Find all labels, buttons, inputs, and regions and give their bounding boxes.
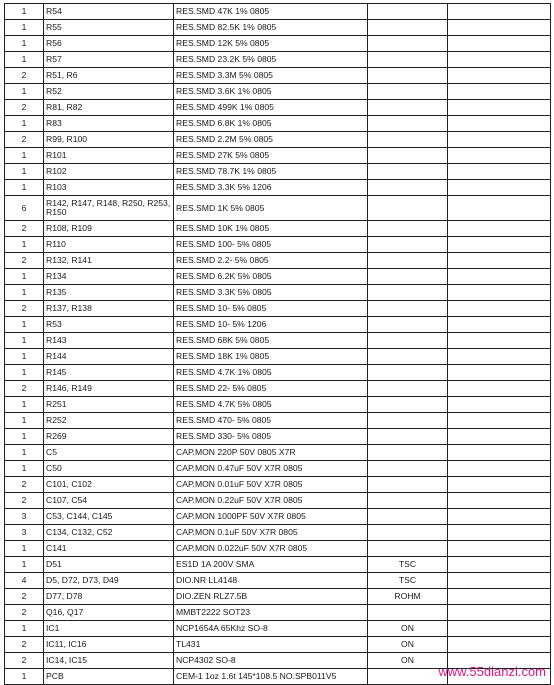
table-row	[5, 237, 551, 253]
desc-cell: RES.SMD 78.7K 1% 0805	[174, 164, 368, 180]
note-cell	[448, 333, 551, 349]
manufacturer-cell	[368, 269, 448, 285]
ref-cell: D77, D78	[44, 589, 174, 605]
ref-cell: R146, R149	[44, 381, 174, 397]
ref-cell: R252	[44, 413, 174, 429]
manufacturer-cell: ON	[368, 621, 448, 637]
qty-cell: 1	[5, 317, 44, 333]
qty-cell: 1	[5, 84, 44, 100]
ref-cell: R251	[44, 397, 174, 413]
desc-cell: CAP.MON 0.01uF 50V X7R 0805	[174, 477, 368, 493]
qty-cell: 2	[5, 637, 44, 653]
ref-cell: R110	[44, 237, 174, 253]
note-cell	[448, 365, 551, 381]
desc-cell: RES.SMD 22- 5% 0805	[174, 381, 368, 397]
ref-cell: R55	[44, 20, 174, 36]
qty-cell: 1	[5, 237, 44, 253]
table-row	[5, 4, 551, 20]
note-cell	[448, 397, 551, 413]
manufacturer-cell	[368, 605, 448, 621]
desc-cell: RES.SMD 3.3M 5% 0805	[174, 68, 368, 84]
ref-cell: R56	[44, 36, 174, 52]
desc-cell: NCP4302 SO-8	[174, 653, 368, 669]
table-row	[5, 589, 551, 605]
table-row	[5, 301, 551, 317]
note-cell	[448, 100, 551, 116]
table-row	[5, 100, 551, 116]
note-cell	[448, 4, 551, 20]
qty-cell: 1	[5, 269, 44, 285]
note-cell	[448, 116, 551, 132]
note-cell	[448, 148, 551, 164]
desc-cell: RES.SMD 3.3K 5% 1206	[174, 180, 368, 196]
qty-cell: 1	[5, 445, 44, 461]
note-cell	[448, 621, 551, 637]
table-row	[5, 269, 551, 285]
table-row	[5, 573, 551, 589]
note-cell	[448, 237, 551, 253]
desc-cell: RES.SMD 4.7K 1% 0805	[174, 365, 368, 381]
qty-cell: 1	[5, 333, 44, 349]
table-row	[5, 397, 551, 413]
manufacturer-cell	[368, 381, 448, 397]
table-row	[5, 68, 551, 84]
manufacturer-cell	[368, 493, 448, 509]
qty-cell: 1	[5, 557, 44, 573]
table-row	[5, 413, 551, 429]
qty-cell: 2	[5, 253, 44, 269]
qty-cell: 2	[5, 221, 44, 237]
manufacturer-cell	[368, 148, 448, 164]
desc-cell: CEM-1 1oz 1.6t 145*108.5 NO.SPB011V5	[174, 669, 368, 685]
manufacturer-cell	[368, 477, 448, 493]
qty-cell: 1	[5, 164, 44, 180]
table-row	[5, 20, 551, 36]
note-cell	[448, 557, 551, 573]
manufacturer-cell	[368, 132, 448, 148]
desc-cell: RES.SMD 330- 5% 0805	[174, 429, 368, 445]
table-row	[5, 461, 551, 477]
desc-cell: DIO.NR LL4148	[174, 573, 368, 589]
manufacturer-cell	[368, 100, 448, 116]
manufacturer-cell	[368, 365, 448, 381]
desc-cell: RES.SMD 47K 1% 0805	[174, 4, 368, 20]
note-cell	[448, 253, 551, 269]
note-cell	[448, 413, 551, 429]
qty-cell: 2	[5, 477, 44, 493]
qty-cell: 1	[5, 461, 44, 477]
qty-cell: 2	[5, 132, 44, 148]
ref-cell: R81, R82	[44, 100, 174, 116]
table-row	[5, 621, 551, 637]
desc-cell: MMBT2222 SOT23	[174, 605, 368, 621]
note-cell	[448, 525, 551, 541]
desc-cell: RES.SMD 10- 5% 1206	[174, 317, 368, 333]
manufacturer-cell	[368, 237, 448, 253]
watermark: www.55dianzi.com	[438, 664, 546, 679]
ref-cell: R53	[44, 317, 174, 333]
note-cell	[448, 589, 551, 605]
table-row	[5, 164, 551, 180]
note-cell	[448, 285, 551, 301]
desc-cell: RES.SMD 2.2M 5% 0805	[174, 132, 368, 148]
manufacturer-cell	[368, 285, 448, 301]
qty-cell: 1	[5, 365, 44, 381]
qty-cell: 2	[5, 68, 44, 84]
desc-cell: RES.SMD 12K 5% 0805	[174, 36, 368, 52]
ref-cell: R137, R138	[44, 301, 174, 317]
qty-cell: 1	[5, 20, 44, 36]
qty-cell: 2	[5, 653, 44, 669]
ref-cell: R135	[44, 285, 174, 301]
manufacturer-cell	[368, 317, 448, 333]
ref-cell: R54	[44, 4, 174, 20]
note-cell	[448, 52, 551, 68]
note-cell	[448, 477, 551, 493]
desc-cell: RES.SMD 68K 5% 0805	[174, 333, 368, 349]
manufacturer-cell	[368, 164, 448, 180]
manufacturer-cell: TSC	[368, 573, 448, 589]
note-cell	[448, 541, 551, 557]
qty-cell: 1	[5, 621, 44, 637]
ref-cell: R144	[44, 349, 174, 365]
ref-cell: R52	[44, 84, 174, 100]
manufacturer-cell	[368, 221, 448, 237]
desc-cell: RES.SMD 6.2K 5% 0805	[174, 269, 368, 285]
desc-cell: RES.SMD 18K 1% 0805	[174, 349, 368, 365]
qty-cell: 2	[5, 589, 44, 605]
ref-cell: R142, R147, R148, R250, R253, R150	[44, 196, 174, 221]
manufacturer-cell	[368, 397, 448, 413]
table-row	[5, 637, 551, 653]
manufacturer-cell	[368, 333, 448, 349]
note-cell	[448, 445, 551, 461]
qty-cell: 1	[5, 397, 44, 413]
manufacturer-cell	[368, 413, 448, 429]
note-cell	[448, 36, 551, 52]
ref-cell: R134	[44, 269, 174, 285]
ref-cell: R99, R100	[44, 132, 174, 148]
qty-cell: 6	[5, 196, 44, 221]
desc-cell: RES.SMD 100- 5% 0805	[174, 237, 368, 253]
qty-cell: 3	[5, 525, 44, 541]
desc-cell: RES.SMD 3.3K 5% 0805	[174, 285, 368, 301]
ref-cell: R269	[44, 429, 174, 445]
ref-cell: C5	[44, 445, 174, 461]
note-cell	[448, 605, 551, 621]
qty-cell: 2	[5, 381, 44, 397]
ref-cell: R145	[44, 365, 174, 381]
desc-cell: TL431	[174, 637, 368, 653]
manufacturer-cell	[368, 20, 448, 36]
ref-cell: R143	[44, 333, 174, 349]
desc-cell: NCP1654A 65Khz SO-8	[174, 621, 368, 637]
ref-cell: D5, D72, D73, D49	[44, 573, 174, 589]
manufacturer-cell	[368, 68, 448, 84]
desc-cell: RES.SMD 23.2K 5% 0805	[174, 52, 368, 68]
table-row	[5, 477, 551, 493]
ref-cell: IC1	[44, 621, 174, 637]
manufacturer-cell	[368, 36, 448, 52]
table-row	[5, 196, 551, 221]
manufacturer-cell	[368, 84, 448, 100]
qty-cell: 1	[5, 669, 44, 685]
manufacturer-cell	[368, 461, 448, 477]
ref-cell: C101, C102	[44, 477, 174, 493]
note-cell	[448, 269, 551, 285]
ref-cell: C107, C54	[44, 493, 174, 509]
table-row	[5, 493, 551, 509]
manufacturer-cell: TSC	[368, 557, 448, 573]
ref-cell: C50	[44, 461, 174, 477]
table-row	[5, 349, 551, 365]
note-cell	[448, 196, 551, 221]
desc-cell: RES.SMD 27K 5% 0805	[174, 148, 368, 164]
note-cell	[448, 461, 551, 477]
table-row	[5, 84, 551, 100]
desc-cell: RES.SMD 470- 5% 0805	[174, 413, 368, 429]
manufacturer-cell	[368, 180, 448, 196]
table-row	[5, 148, 551, 164]
qty-cell: 1	[5, 116, 44, 132]
ref-cell: R132, R141	[44, 253, 174, 269]
qty-cell: 1	[5, 349, 44, 365]
note-cell	[448, 429, 551, 445]
desc-cell: CAP.MON 0.22uF 50V X7R 0805	[174, 493, 368, 509]
qty-cell: 3	[5, 509, 44, 525]
desc-cell: CAP.MON 0.1uF 50V X7R 0805	[174, 525, 368, 541]
desc-cell: RES.SMD 1K 5% 0805	[174, 196, 368, 221]
qty-cell: 1	[5, 285, 44, 301]
ref-cell: C134, C132, C52	[44, 525, 174, 541]
ref-cell: R51, R6	[44, 68, 174, 84]
table-row	[5, 381, 551, 397]
qty-cell: 2	[5, 301, 44, 317]
note-cell	[448, 20, 551, 36]
qty-cell: 1	[5, 541, 44, 557]
ref-cell: IC14, IC15	[44, 653, 174, 669]
ref-cell: R103	[44, 180, 174, 196]
note-cell	[448, 349, 551, 365]
table-row	[5, 253, 551, 269]
table-row	[5, 116, 551, 132]
ref-cell: C53, C144, C145	[44, 509, 174, 525]
manufacturer-cell: ON	[368, 653, 448, 669]
manufacturer-cell	[368, 116, 448, 132]
desc-cell: CAP.MON 0.022uF 50V X7R 0805	[174, 541, 368, 557]
note-cell	[448, 493, 551, 509]
ref-cell: IC11, IC16	[44, 637, 174, 653]
table-row	[5, 445, 551, 461]
qty-cell: 1	[5, 429, 44, 445]
note-cell	[448, 637, 551, 653]
note-cell	[448, 180, 551, 196]
table-row	[5, 365, 551, 381]
manufacturer-cell	[368, 349, 448, 365]
table-row	[5, 541, 551, 557]
desc-cell: ES1D 1A 200V SMA	[174, 557, 368, 573]
table-row	[5, 285, 551, 301]
note-cell	[448, 68, 551, 84]
note-cell	[448, 221, 551, 237]
bom-table-body	[5, 4, 551, 685]
desc-cell: CAP.MON 0.47uF 50V X7R 0805	[174, 461, 368, 477]
ref-cell: D51	[44, 557, 174, 573]
table-row	[5, 605, 551, 621]
ref-cell: C141	[44, 541, 174, 557]
manufacturer-cell	[368, 196, 448, 221]
manufacturer-cell: ROHM	[368, 589, 448, 605]
ref-cell: R102	[44, 164, 174, 180]
manufacturer-cell	[368, 301, 448, 317]
table-row	[5, 36, 551, 52]
note-cell	[448, 509, 551, 525]
bom-table	[4, 3, 551, 685]
qty-cell: 1	[5, 180, 44, 196]
table-row	[5, 132, 551, 148]
manufacturer-cell	[368, 4, 448, 20]
table-row	[5, 429, 551, 445]
desc-cell: RES.SMD 499K 1% 0805	[174, 100, 368, 116]
desc-cell: DIO.ZEN RLZ7.5B	[174, 589, 368, 605]
table-row	[5, 333, 551, 349]
ref-cell: R108, R109	[44, 221, 174, 237]
desc-cell: RES.SMD 10- 5% 0805	[174, 301, 368, 317]
note-cell	[448, 381, 551, 397]
desc-cell: RES.SMD 10K 1% 0805	[174, 221, 368, 237]
desc-cell: RES.SMD 82.5K 1% 0805	[174, 20, 368, 36]
note-cell	[448, 132, 551, 148]
table-row	[5, 52, 551, 68]
manufacturer-cell	[368, 525, 448, 541]
qty-cell: 1	[5, 4, 44, 20]
manufacturer-cell	[368, 509, 448, 525]
qty-cell: 1	[5, 413, 44, 429]
note-cell	[448, 317, 551, 333]
ref-cell: R83	[44, 116, 174, 132]
manufacturer-cell	[368, 541, 448, 557]
desc-cell: RES.SMD 6.8K 1% 0805	[174, 116, 368, 132]
ref-cell: PCB	[44, 669, 174, 685]
desc-cell: CAP.MON 1000PF 50V X7R 0805	[174, 509, 368, 525]
table-row	[5, 180, 551, 196]
qty-cell: 4	[5, 573, 44, 589]
table-row	[5, 317, 551, 333]
note-cell	[448, 573, 551, 589]
qty-cell: 2	[5, 100, 44, 116]
manufacturer-cell	[368, 669, 448, 685]
qty-cell: 1	[5, 148, 44, 164]
qty-cell: 2	[5, 605, 44, 621]
manufacturer-cell	[368, 52, 448, 68]
table-row	[5, 509, 551, 525]
ref-cell: R101	[44, 148, 174, 164]
note-cell	[448, 84, 551, 100]
ref-cell: Q16, Q17	[44, 605, 174, 621]
desc-cell: RES.SMD 4.7K 5% 0805	[174, 397, 368, 413]
manufacturer-cell: ON	[368, 637, 448, 653]
note-cell	[448, 164, 551, 180]
note-cell	[448, 301, 551, 317]
manufacturer-cell	[368, 445, 448, 461]
qty-cell: 1	[5, 52, 44, 68]
table-row	[5, 221, 551, 237]
table-row	[5, 525, 551, 541]
desc-cell: RES.SMD 3.6K 1% 0805	[174, 84, 368, 100]
manufacturer-cell	[368, 429, 448, 445]
ref-cell: R57	[44, 52, 174, 68]
qty-cell: 2	[5, 493, 44, 509]
table-row	[5, 557, 551, 573]
manufacturer-cell	[368, 253, 448, 269]
desc-cell: RES.SMD 2.2- 5% 0805	[174, 253, 368, 269]
desc-cell: CAP.MON 220P 50V 0805 X7R	[174, 445, 368, 461]
qty-cell: 1	[5, 36, 44, 52]
